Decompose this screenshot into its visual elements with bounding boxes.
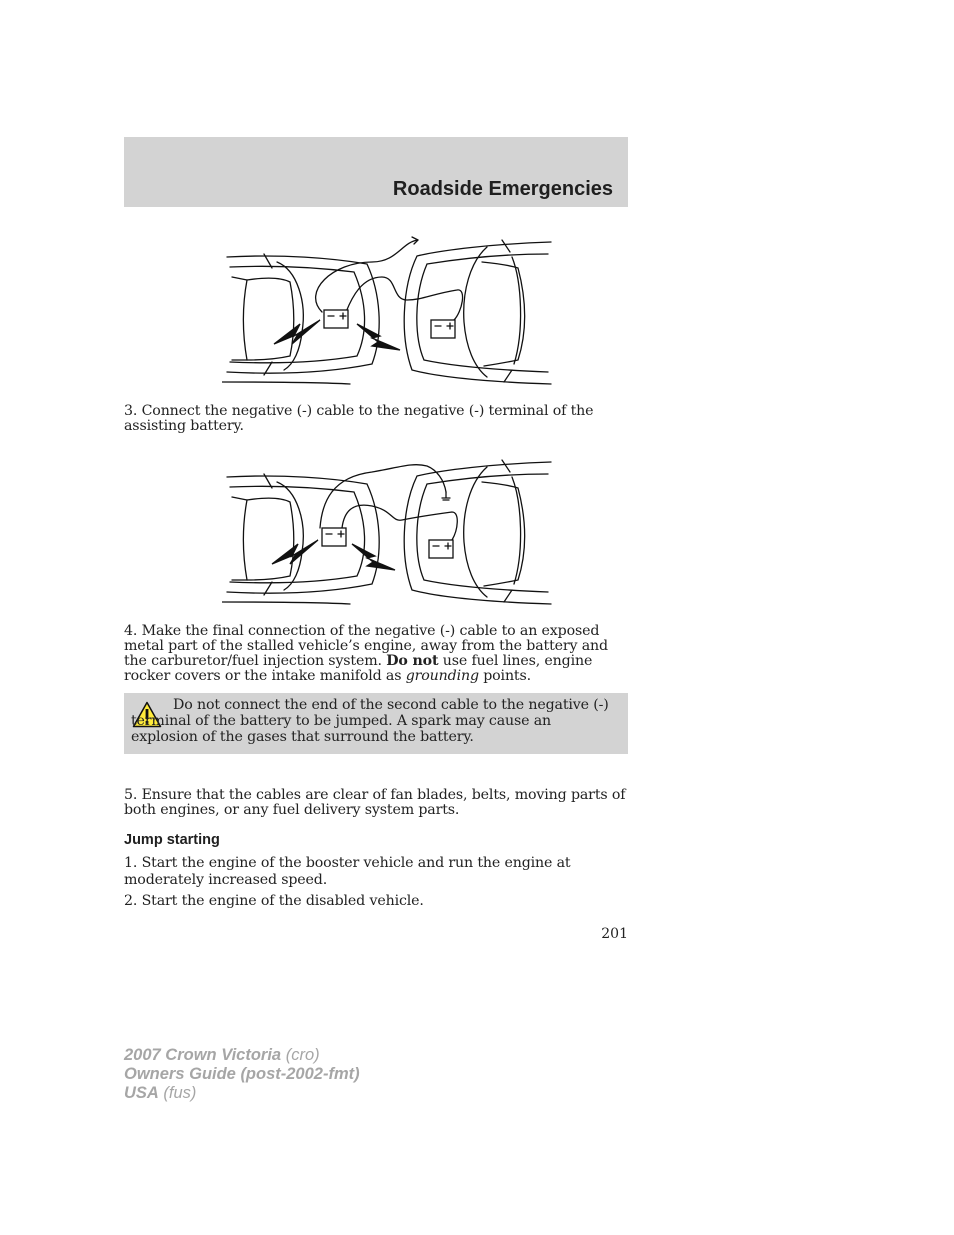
booster-car-outline: [404, 240, 551, 384]
footer-market: USA: [124, 1084, 159, 1102]
footer-guide: Owners Guide (post-2002-fmt): [124, 1065, 360, 1083]
warning-text: Do not connect the end of the second cable to the negative (-) terminal of the battery to be jumped. A spark may cause an explosion of the gases that surround the battery.: [131, 697, 609, 745]
stalled-battery: [324, 310, 348, 328]
step-3-text: 3. Connect the negative (-) cable to the negative (-) terminal of the assisting battery.: [124, 403, 594, 434]
step-4-text-b: use fuel lines, engine rocker covers or the intake manifold as: [124, 653, 593, 684]
step-4-text: [124, 624, 628, 684]
jump-starting-heading: Jump starting: [124, 832, 220, 848]
booster-battery: [431, 320, 455, 338]
stalled-car-outline: [222, 474, 379, 604]
step-4-italic: grounding: [405, 668, 479, 684]
jump-cable-diagram-step4: [222, 452, 556, 614]
page-number: 201: [601, 926, 628, 942]
stalled-car-outline: [222, 254, 379, 384]
booster-battery: [429, 540, 453, 558]
jump-step-1-text: 1. Start the engine of the booster vehicle and run the engine at moderately increased speed.: [124, 855, 571, 888]
section-header: [124, 137, 628, 207]
jump-cable-diagram-step3: [222, 232, 556, 394]
step-4-text-c: points.: [478, 668, 531, 684]
booster-car-outline: [404, 460, 551, 604]
step-4-bold: Do not: [386, 653, 439, 669]
jumper-cables: [316, 237, 463, 320]
footer-market-code: (fus): [158, 1084, 197, 1102]
footer-model: 2007 Crown Victoria: [124, 1046, 282, 1064]
stalled-battery: [322, 528, 346, 546]
document-footer: [124, 1046, 360, 1103]
jump-step-2-text: 2. Start the engine of the disabled vehicle.: [124, 893, 424, 909]
footer-model-code: (cro): [281, 1046, 320, 1064]
step-4-text-a: 4. Make the final connection of the negative (-) cable to an exposed metal part of the stalled vehicle’s engine, away from the battery and the carburetor/fuel injection system.: [124, 623, 608, 669]
section-title: Roadside Emergencies: [392, 178, 613, 200]
step-5-text: 5. Ensure that the cables are clear of fan blades, belts, moving parts of both engines, or any fuel delivery system parts.: [124, 787, 626, 818]
warning-box: [124, 693, 628, 754]
